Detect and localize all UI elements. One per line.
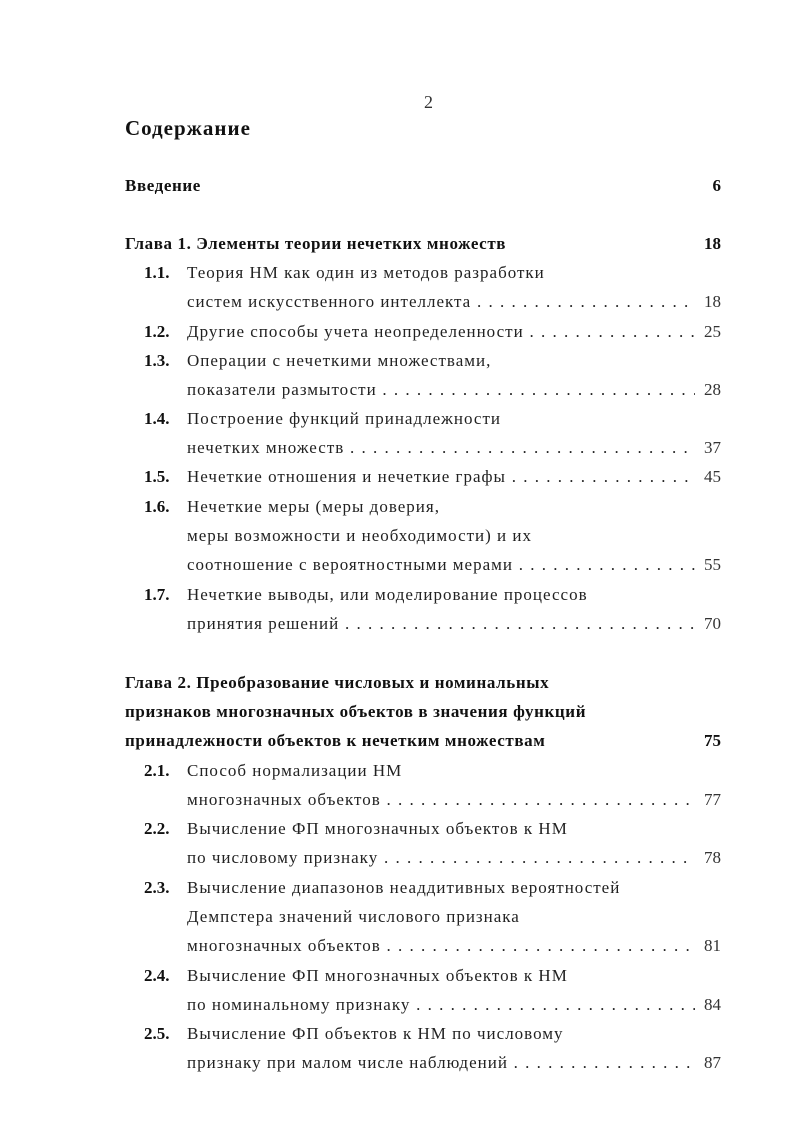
toc-page: 77 <box>704 790 721 809</box>
toc-row-1-3-cont <box>0 380 793 409</box>
toc-text: признаку при малом числе наблюдений . . . <box>187 1053 695 1073</box>
toc-page: 45 <box>704 467 721 486</box>
toc-page: 55 <box>704 555 721 574</box>
toc-page: 87 <box>704 1053 721 1072</box>
toc-num: 1.4. <box>144 409 170 428</box>
toc-num: 1.6. <box>144 497 170 516</box>
toc-text: Нечеткие отношения и нечеткие графы . . . <box>187 467 695 487</box>
toc-row-1-6-cont <box>0 526 793 555</box>
toc-page: 75 <box>704 731 721 750</box>
toc-text: принадлежности объектов к нечетким множествам <box>125 731 546 750</box>
toc-num: 1.3. <box>144 351 170 370</box>
toc-row-1-6 <box>0 497 793 526</box>
toc-page: 18 <box>704 234 721 253</box>
toc-page: 78 <box>704 848 721 867</box>
toc-row-1-1-cont <box>0 292 793 321</box>
toc-row-chapter-2-cont2 <box>0 731 793 760</box>
toc-num: 2.1. <box>144 761 170 780</box>
toc-row-1-5 <box>0 467 793 496</box>
toc-row-intro <box>0 176 793 205</box>
toc-text: Демпстера значений числового признака <box>187 907 520 926</box>
toc-text: Вычисление ФП многозначных объектов к НМ <box>187 819 568 838</box>
toc-num: 1.2. <box>144 322 170 341</box>
toc-text: Способ нормализации НМ <box>187 761 403 780</box>
toc-row-1-4 <box>0 409 793 438</box>
toc-row-1-2 <box>0 322 793 351</box>
toc-row-2-3 <box>0 878 793 907</box>
toc-text: признаков многозначных объектов в значения функций <box>125 702 587 721</box>
toc-row-2-5-cont <box>0 1053 793 1082</box>
toc-row-1-3 <box>0 351 793 380</box>
toc-num: 2.2. <box>144 819 170 838</box>
toc-page: 37 <box>704 438 721 457</box>
toc-text: Операции с нечеткими множествами, <box>187 351 492 370</box>
toc-num: 2.4. <box>144 966 170 985</box>
toc-num: 1.7. <box>144 585 170 604</box>
toc-page: 81 <box>704 936 721 955</box>
toc-row-1-7-cont <box>0 614 793 643</box>
toc-row-2-3-cont <box>0 907 793 936</box>
toc-page: 6 <box>712 176 721 195</box>
toc-row-2-2 <box>0 819 793 848</box>
toc-row-chapter-2 <box>0 673 793 702</box>
toc-num: 2.5. <box>144 1024 170 1043</box>
toc-row-2-1-cont <box>0 790 793 819</box>
toc-text: Введение <box>125 176 201 195</box>
toc-text: принятия решений . . . <box>187 614 695 634</box>
toc-page: 28 <box>704 380 721 399</box>
toc-text: соотношение с вероятностными мерами . . . <box>187 555 695 575</box>
toc-text: показатели размытости . . . <box>187 380 695 400</box>
toc-text: нечетких множеств . . . <box>187 438 695 458</box>
toc-page: 25 <box>704 322 721 341</box>
toc-row-chapter-1 <box>0 234 793 263</box>
toc-num: 1.5. <box>144 467 170 486</box>
toc-text: Теория НМ как один из методов разработки <box>187 263 545 282</box>
toc-text: Нечеткие меры (меры доверия, <box>187 497 440 516</box>
toc-row-2-4 <box>0 966 793 995</box>
toc-text: многозначных объектов . . . <box>187 936 695 956</box>
toc-num: 2.3. <box>144 878 170 897</box>
toc-page: 18 <box>704 292 721 311</box>
toc-num: 1.1. <box>144 263 170 282</box>
toc-row-chapter-2-cont <box>0 702 793 731</box>
toc-text: Нечеткие выводы, или моделирование процессов <box>187 585 588 604</box>
toc-row-1-1 <box>0 263 793 292</box>
toc-row-2-1 <box>0 761 793 790</box>
toc-row-1-4-cont <box>0 438 793 467</box>
toc-row-1-7 <box>0 585 793 614</box>
toc-text: Вычисление ФП многозначных объектов к НМ <box>187 966 568 985</box>
toc-text: Другие способы учета неопределенности . . . <box>187 322 695 342</box>
toc-text: по числовому признаку . . . <box>187 848 695 868</box>
toc-page: 84 <box>704 995 721 1014</box>
toc-page: 70 <box>704 614 721 633</box>
toc-row-2-4-cont <box>0 995 793 1024</box>
toc-text: меры возможности и необходимости) и их <box>187 526 532 545</box>
toc-row-2-2-cont <box>0 848 793 877</box>
toc-text: Глава 2. Преобразование числовых и номинальных <box>125 673 550 692</box>
toc-text: Вычисление диапазонов неаддитивных вероятностей <box>187 878 621 897</box>
page-title: Содержание <box>125 116 251 140</box>
page-number: 2 <box>424 92 433 112</box>
toc-text: многозначных объектов . . . <box>187 790 695 810</box>
toc-row-1-6-cont2 <box>0 555 793 584</box>
toc-text: систем искусственного интеллекта . . . <box>187 292 695 312</box>
toc-text: Глава 1. Элементы теории нечетких множеств <box>125 234 507 253</box>
toc-row-2-3-cont2 <box>0 936 793 965</box>
toc-row-2-5 <box>0 1024 793 1053</box>
toc-text: Построение функций принадлежности <box>187 409 501 428</box>
toc-text: по номинальному признаку . . . <box>187 995 695 1015</box>
toc-text: Вычисление ФП объектов к НМ по числовому <box>187 1024 564 1043</box>
